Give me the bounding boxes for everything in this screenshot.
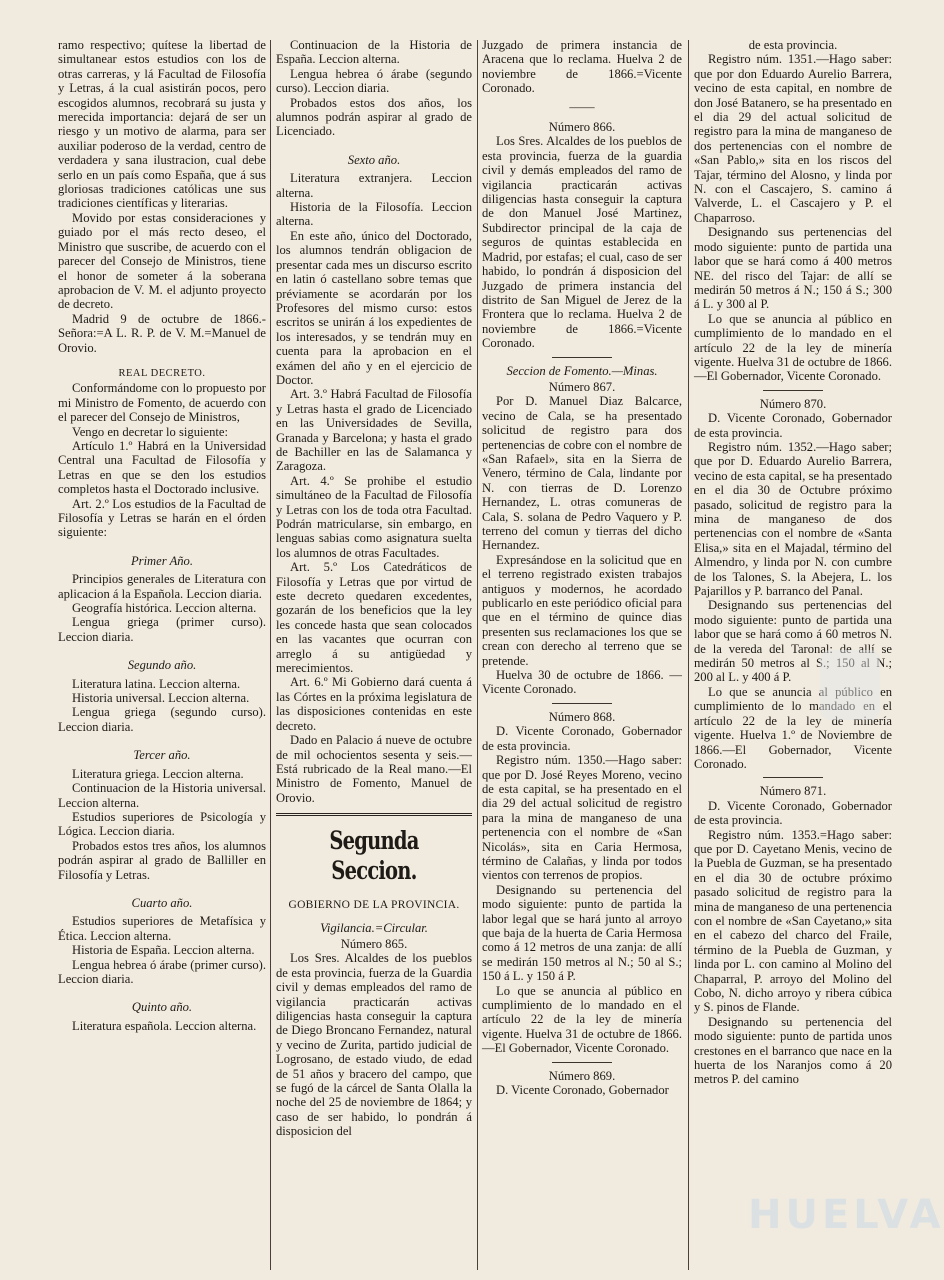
column-3 [482,38,682,1274]
article: Art. 3.º Habrá Facultad de Filosofía y Letras hasta el grado de Licenciado en las Universidades de Sevilla, Granada y Barcelona; y hasta el grado de Bachiller en las de Salamanca y Zaragoza. [276,387,472,474]
article: Art. 4.º Se prohibe el estudio simultáneo de la Facultad de Filosofía y Letras con los de toda otra Facultad. Podrán matricularse, sin embargo, en lenguas sabias como asignatura suelta los alumnos de otras Facultades. [276,473,472,560]
notice-text: Registro núm. 1352.—Hago saber; que por D. Eduardo Aurelio Barrera, vecino de esta capital, se ha presentado en el dia 30 de Octubre próximo pasado, solicitud de registro para la mina de manganeso de dos pertenencias con el nombre de «Santa Elisa,» sita en el Majadal, término del Almendro, y linda por N. con cumbre de los Talones, S. la Abejera, L. los Pajarillos y P. barranco del Panal. [694,439,892,599]
signature: Huelva 30 de octubre de 1866. —Vicente Coronado. [482,668,682,697]
notice-number: Número 870. [759,396,827,411]
article: Art. 2.º Los estudios de la Facultad de Filosofía y Letras se harán en el órden siguiente: [58,496,266,540]
separator [552,703,612,704]
notice-text: Designando sus pertenencias del modo siguiente: punto de partida una labor que se hará como á 400 metros NE. del risco del Tajar: de allí se medirán 50 metros á N.; 150 á S.; 300 á L. y 300 al P. [694,225,892,312]
notice-text: Los Sres. Alcaldes de los pueblos de esta provincia, fuerza de la guardia civil y demás empleados del ramo de vigilancia practicarán activas diligencias hasta conseguir la captura de don Manuel José Martinez, Subdirector principal de la caja de seguros de quintas establecida en Madrid, por estafas; el cual, caso de ser habido, lo pondrán á disposicion del Juzgado de primera instancia del distrito de San Miguel de Jerez de la Frontera que lo reclama. Huelva 2 de noviembre de 1866.=Vicente Coronado. [482,134,682,351]
closing: Dado en Palacio á nueve de octubre de mil ochocientos sesenta y seis.—Está rubricado de la Real mano.—El Ministro de Fomento, Manuel de Orovio. [276,733,472,805]
paragraph: Probados estos tres años, los alumnos podrán aspirar al grado de Balliller en Filosofía y Letras. [58,838,266,882]
year-heading: Cuarto año. [131,895,193,910]
notice-text: Registro núm. 1351.—Hago saber: que por don Eduardo Aurelio Barrera, vecino de esta capital, en nombre de don José Batanero, se ha presentado en el dia 29 del actual solicitud de registro para la mina de manganeso de dos pertenencias con el nombre de «San Pablo,» sita en los riscos del Tajar, término del Alosno, y linda por N. con el Cascajero, S. camino á Valverde, L. el Cascajero y P. el Chaparroso. [694,52,892,225]
year-heading: Segundo año. [127,658,197,673]
notice-heading: D. Vicente Coronado, Gobernador de esta provincia. [694,411,892,440]
separator [552,357,612,358]
column-rule [270,40,271,1270]
notice-text: Designando su pertenencia del modo siguiente: punto de partida unos crestones en el barranco que nace en la huerta de los Naranjos como á 20 metros P. del camino [694,1014,892,1087]
course-item: Continuacion de la Historia de España. Leccion alterna. [276,38,472,67]
year-heading: Sexto año. [347,152,401,167]
paragraph: Conformándome con lo propuesto por mi Ministro de Fomento, de acuerdo con el parecer del Consejo de Ministros, [58,381,266,425]
paragraph: Vengo en decretar lo siguiente: [72,424,228,439]
notice-number: Número 871. [759,784,827,799]
course-item: Lengua griega (segundo curso). Leccion diaria. [58,705,266,734]
course-item: Literatura griega. Leccion alterna. [72,766,244,781]
course-item: Estudios superiores de Psicología y Lógica. Leccion diaria. [58,809,266,839]
subheading: Seccion de Fomento.—Minas. [506,363,658,378]
subheading: Vigilancia.=Circular. [320,920,428,935]
course-item: Historia de España. Leccion alterna. [72,943,255,958]
notice-text: Lo que se anuncia al público en cumplimiento de lo mandado en el artículo 22 de la ley de minería vigente. Huelva 31 de octubre de 1866.—El Gobernador, Vicente Coronado. [694,311,892,384]
notice-heading: D. Vicente Coronado, Gobernador de esta provincia. [694,798,892,828]
notice-heading: D. Vicente Coronado, Gobernador de esta provincia. [482,724,682,753]
course-item: Continuacion de la Historia universal. Leccion alterna. [58,781,266,810]
notice-number: Número 868. [548,709,616,724]
watermark-shape [820,650,880,720]
paragraph: Probados estos dos años, los alumnos podrán aspirar al grado de Licenciado. [276,95,472,139]
government-heading: GOBIERNO DE LA PROVINCIA. [288,899,460,912]
course-item: Literatura española. Leccion alterna. [72,1018,257,1033]
separator-dash: —— [569,99,595,114]
notice-number: Número 869. [548,1068,616,1083]
notice-heading: D. Vicente Coronado, Gobernador [496,1083,669,1098]
separator [763,777,823,778]
notice-text: Por D. Manuel Diaz Balcarce, vecino de Cala, se ha presentado solicitud de registro para dos pertenencias de cobre con el nombre de «San Rafael», sita en la Sierra de Venero, término de Cala, lindante por N. con tierras de D. Lorenzo Hernandez, L. otras comuneras de Cala, S. solana de Pedro Vaquero y P. terreno del comun y tierras del dicho Hernandez. [482,394,682,553]
article: Art. 6.º Mi Gobierno dará cuenta á las Córtes en la próxima legislatura de las disposiciones contenidas en este decreto. [276,675,472,733]
paragraph: Juzgado de primera instancia de Aracena que lo reclama. Huelva 2 de noviembre de 1866.=Vicente Coronado. [482,38,682,96]
year-heading: Quinto año. [131,1000,193,1015]
column-rule [688,40,689,1270]
notice-text: Expresándose en la solicitud que en el terreno registrado existen trabajos antiguos y modernos, he acordado publicarlo en este periódico oficial para que en el término de quince dias presenten sus reclamaciones los que se crean con derecho al terreno que se pretende. [482,552,682,668]
course-item: Lengua hebrea ó árabe (segundo curso). Leccion diaria. [276,66,472,96]
notice-text: Lo que se anuncia al público en cumplimiento de lo mandado en el artículo 22 de la ley de minería vigente. Huelva 31 de octubre de 1866.—El Gobernador, Vicente Coronado. [482,983,682,1056]
column-1 [58,38,266,1274]
column-2 [276,38,472,1274]
course-item: Lengua hebrea ó árabe (primer curso). Leccion diaria. [58,957,266,986]
course-item: Historia de la Filosofía. Leccion alterna. [276,200,472,229]
notice-text: Registro núm. 1350.—Hago saber: que por D. José Reyes Moreno, vecino de esta capital, se ha presentado en el dia 29 del actual solicitud de registro para la mina de manganeso de una pertenencia con el nombre de «San Nicolás», sita en Caria Hermosa, término de Calañas, y linda por todos vientos con terrenos de propios. [482,753,682,883]
course-item: Literatura extranjera. Leccion alterna. [276,171,472,200]
signature: Madrid 9 de octubre de 1866.-Señora:=A L. R. P. de V. M.=Manuel de Orovio. [58,311,266,355]
article: Art. 5.º Los Catedráticos de Filosofía y Letras que por virtud de este decreto quedaren excedentes, gozarán de los beneficios que la ley les concede hasta que sean colocados en las vacantes que ocurran con arreglo á su antigüedad y merecimientos. [276,560,472,676]
year-heading: Primer Año. [130,553,194,568]
separator [552,1062,612,1063]
paragraph: En este año, único del Doctorado, los alumnos tendrán obligacion de presentar cada mes un discurso escrito en latin ó castellano sobre temas que préviamente se acordarán por los Profesores del mismo curso: estos escritos se unirán á los expedientes de los interesados, y se tendrán muy en cuenta para la aprobacion en el exámen del año y en el ejercicio de Doctor. [276,228,472,387]
notice-text: Registro núm. 1353.=Hago saber: que por D. Cayetano Menis, vecino de la Puebla de Guzman, se ha presentado en el dia 30 de octubre próximo pasado solicitud de registro para la mina de manganeso de una pertenencia con el nombre de «San Cayetano,» sita en el cabezo del charco del Fraile, término de la Puebla de Guzman, y linda por L. con camino al Molino del Chaparral, P. arroyo del Molino del Cobo, N. dicho arroyo y ribera cúbica y S. pinos de Flande. [694,827,892,1015]
section-heading: REAL DECRETO. [118,367,206,379]
year-heading: Tercer año. [133,748,191,763]
double-rule [276,813,472,816]
course-item: Literatura latina. Leccion alterna. [72,676,241,691]
paragraph: ramo respectivo; quítese la libertad de simultanear estos estudios con los de otras carreras, y lá Facultad de Filosofía y Letras, á la cual asistirán pocos, pero escogidos alumnos, recobrará su justa y merecida importancia: dejará de ser un riesgo y un motivo de alarma, para ser auxiliar poderoso de la verdad, centro de verdadera y sana ilustracion, cual debe serlo en un país como España, que á sus gloriosas tradiciones católicas une sus tradiciones científicas y literarias. [58,38,266,211]
paragraph: de esta provincia. [748,38,838,52]
notice-text: Designando sus pertenencias del modo siguiente: punto de partida una labor que se hará como á 60 metros N. de la vereda del Taronal: de allí se medirán 50 metros al S.; 150 al N.; 200 al L. y 400 á P. [694,598,892,685]
notice-text: Los Sres. Alcaldes de los pueblos de esta provincia, fuerza de la Guardia civil y demas empleados del ramo de vigilancia practicarán activas diligencias hasta conseguir la captura de Diego Broncano Fernandez, natural y vecino de Zurita, partido judicial de Logrosano, de estado viudo, de edad de 51 años y bracero del campo, que se fugó de la cárcel de Santa Olalla la noche del 25 de noviembre de 1864; y caso de ser habido, lo pondrán á disposicion del [276,951,472,1139]
notice-number: Número 867. [548,379,616,394]
course-item: Historia universal. Leccion alterna. [72,691,250,706]
course-item: Lengua griega (primer curso). Leccion diaria. [58,615,266,644]
section-title: Segunda Seccion. [329,826,419,886]
course-item: Estudios superiores de Metafísica y Ética. Leccion alterna. [58,914,266,943]
article: Artículo 1.º Habrá en la Universidad Central una Facultad de Filosofía y Letras en que se den los estudios completos hasta el Doctorado inclusive. [58,438,266,497]
paragraph: Movido por estas consideraciones y guiado por el más recto deseo, el Ministro que suscribe, de acuerdo con el parecer del Consejo de Ministros, tiene el honor de someter á la soberana aprobacion de V. M. el adjunto proyecto de decreto. [58,210,266,312]
notice-text: Lo que se anuncia al público en cumplimiento de lo mandado en el artículo 22 de la ley de minería vigente. Huelva 1.º de Noviembre de 1866.—El Gobernador, Vicente Coronado. [694,684,892,771]
notice-number: Número 866. [548,120,616,135]
separator [763,390,823,391]
column-rule [477,40,478,1270]
course-item: Principios generales de Literatura con aplicacion á la Española. Leccion diaria. [58,572,266,601]
course-item: Geografía histórica. Leccion alterna. [72,601,257,616]
library-watermark: HUELVA [748,1192,944,1238]
notice-text: Designando su pertenencia del modo siguiente: punto de partida la labor legal que se hará junto al arroyo que baja de la huerta de Caria Hermosa como á 12 metros de una zanja: de allí se medirán 150 metros al N.; 50 al S.; 150 á L. y 150 á P. [482,882,682,984]
notice-number: Número 865. [340,936,408,951]
